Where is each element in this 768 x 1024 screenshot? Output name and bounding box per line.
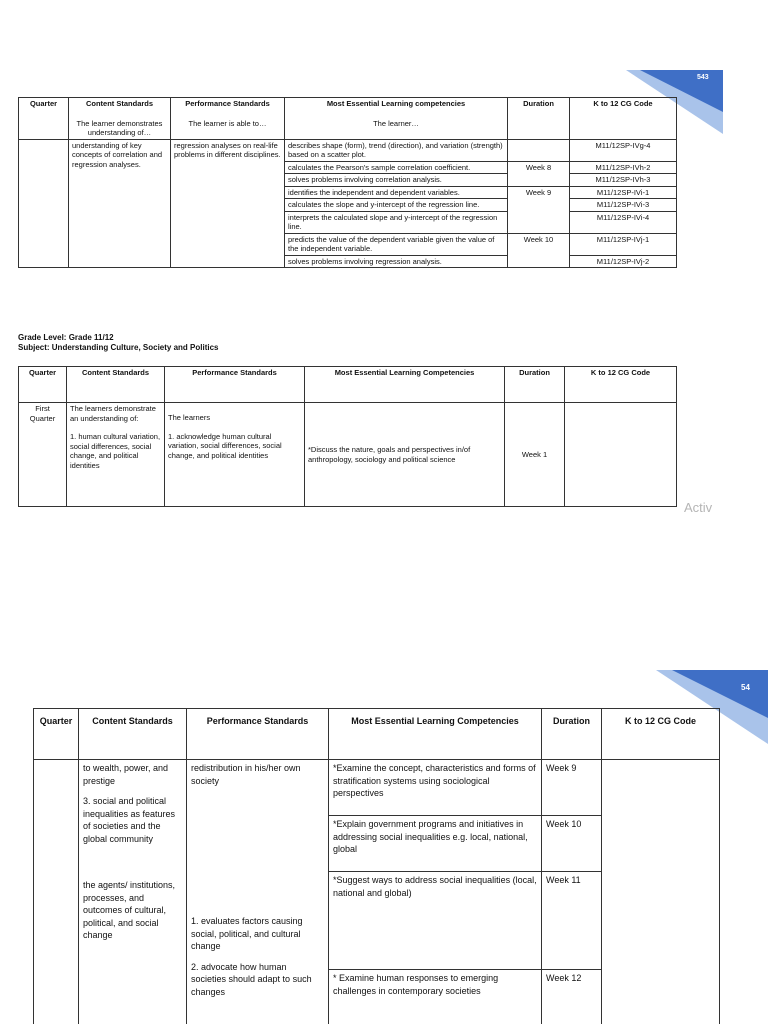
page-number: 543 — [697, 74, 709, 81]
performance-standard-cell: regression analyses on real-life problems in different disciplines. — [171, 139, 285, 268]
melc-cell: *Suggest ways to address social inequalities (local, national and global) — [329, 872, 542, 970]
code-cell: M11/12SP-IVi-4 — [570, 211, 677, 233]
subject-title: Subject: Understanding Culture, Society and Politics — [18, 343, 219, 352]
header-melc: Most Essential Learning Competencies — [305, 367, 505, 403]
header-code: K to 12 CG Code — [565, 367, 677, 403]
header-code: K to 12 CG Code — [570, 98, 677, 140]
header-duration: Duration — [508, 98, 570, 140]
melc-text: *Discuss the nature, goals and perspectives in/of anthropology, sociology and political science — [308, 445, 471, 464]
performance-intro: The learners — [168, 413, 211, 422]
header-quarter: Quarter — [34, 709, 79, 760]
header-quarter: Quarter — [19, 367, 67, 403]
melc-cell: describes shape (form), trend (direction), and variation (strength) based on a scatter plot. — [285, 139, 508, 161]
duration-cell — [508, 139, 570, 161]
table-row — [19, 139, 677, 161]
content-text-a: to wealth, power, and prestige — [83, 763, 169, 786]
content-standard-cell — [67, 403, 165, 507]
code-cell: M11/12SP-IVj-1 — [570, 233, 677, 255]
melc-cell: identifies the independent and dependent variables. — [285, 186, 508, 199]
header-performance-standards: Performance Standards — [187, 709, 329, 760]
performance-standard-cell — [187, 760, 329, 1024]
header-subtext: The learner… — [373, 118, 419, 128]
melc-cell: * Examine human responses to emerging challenges in contemporary societies — [329, 970, 542, 1024]
table-row — [34, 760, 720, 816]
duration-cell: Week 10 — [508, 233, 570, 268]
table-row — [19, 403, 677, 507]
header-label: Content Standards — [85, 99, 154, 108]
duration-cell: Week 12 — [542, 970, 602, 1024]
spacer — [83, 787, 182, 795]
header-content-standards — [69, 98, 171, 140]
content-text-c: the agents/ institutions, processes, and outcomes of cultural, political, and social change — [83, 880, 176, 940]
duration-cell: Week 10 — [542, 816, 602, 872]
header-melc — [285, 98, 508, 140]
competencies-table-ucsp-continued — [33, 708, 720, 1024]
code-cell: M11/12SP-IVi-3 — [570, 199, 677, 212]
page-number: 54 — [741, 683, 750, 692]
header-performance-standards: Performance Standards — [165, 367, 305, 403]
melc-cell: *Explain government programs and initiatives in addressing social inequalities e.g. local, national, global — [329, 816, 542, 872]
content-item: 1. human cultural variation, social differences, social change, and political identities — [70, 432, 161, 470]
header-subtext: The learner demonstrates understanding of… — [76, 118, 163, 137]
document-page-544 — [0, 668, 768, 1024]
table-header-row — [19, 98, 677, 140]
header-performance-standards — [171, 98, 285, 140]
table-header-row — [34, 709, 720, 760]
activate-windows-watermark: Activ — [684, 500, 713, 515]
spacer — [191, 953, 324, 961]
table-header-row — [19, 367, 677, 403]
melc-cell: *Examine the concept, characteristics and forms of stratification systems using sociological perspectives — [329, 760, 542, 816]
grade-level: Grade Level: Grade 11/12 — [18, 333, 114, 342]
quarter-cell — [34, 760, 79, 1024]
melc-cell: interprets the calculated slope and y-intercept of the regression line. — [285, 211, 508, 233]
melc-cell: solves problems involving correlation analysis. — [285, 174, 508, 187]
code-cell: M11/12SP-IVj-2 — [570, 255, 677, 268]
header-code: K to 12 CG Code — [602, 709, 720, 760]
duration-cell: Week 9 — [508, 186, 570, 233]
code-cell — [565, 403, 677, 507]
duration-cell: Week 11 — [542, 872, 602, 970]
header-content-standards: Content Standards — [79, 709, 187, 760]
duration-cell: Week 8 — [508, 161, 570, 186]
header-content-standards: Content Standards — [67, 367, 165, 403]
header-label: Most Essential Learning competencies — [326, 99, 466, 108]
quarter-cell — [19, 139, 69, 268]
melc-cell: calculates the Pearson's sample correlation coefficient. — [285, 161, 508, 174]
spacer — [191, 787, 324, 915]
melc-cell — [305, 403, 505, 507]
melc-cell: calculates the slope and y-intercept of the regression line. — [285, 199, 508, 212]
melc-cell: solves problems involving regression analysis. — [285, 255, 508, 268]
header-quarter: Quarter — [19, 98, 69, 140]
header-duration: Duration — [542, 709, 602, 760]
header-duration: Duration — [505, 367, 565, 403]
performance-standard-cell — [165, 403, 305, 507]
header-subtext: The learner is able to… — [188, 118, 267, 128]
content-intro: The learners demonstrate an understanding of: — [70, 404, 156, 423]
content-standard-cell — [79, 760, 187, 1024]
header-label: Performance Standards — [185, 99, 270, 108]
quarter-cell: First Quarter — [19, 403, 67, 507]
code-cell: M11/12SP-IVg-4 — [570, 139, 677, 161]
content-text-b: 3. social and political inequalities as features of societies and the global community — [83, 796, 176, 844]
code-cell: M11/12SP-IVh-2 — [570, 161, 677, 174]
content-standard-cell: understanding of key concepts of correlation and regression analyses. — [69, 139, 171, 268]
code-cell: M11/12SP-IVi-1 — [570, 186, 677, 199]
competencies-table-ucsp — [18, 366, 677, 507]
code-cell — [602, 760, 720, 1024]
duration-cell: Week 9 — [542, 760, 602, 816]
performance-item: 1. acknowledge human cultural variation, social differences, social change, and political identities — [168, 431, 282, 460]
melc-cell: predicts the value of the dependent variable given the value of the independent variable. — [285, 233, 508, 255]
performance-text-a: redistribution in his/her own society — [191, 763, 301, 786]
performance-text-b: 1. evaluates factors causing social, political, and cultural change — [191, 916, 303, 951]
subject-meta — [18, 333, 218, 353]
competencies-table-statistics — [18, 97, 677, 268]
performance-text-c: 2. advocate how human societies should adapt to such changes — [191, 961, 312, 997]
spacer — [83, 845, 182, 879]
duration-cell: Week 1 — [505, 403, 565, 507]
code-cell: M11/12SP-IVh-3 — [570, 174, 677, 187]
header-melc: Most Essential Learning Competencies — [329, 709, 542, 760]
